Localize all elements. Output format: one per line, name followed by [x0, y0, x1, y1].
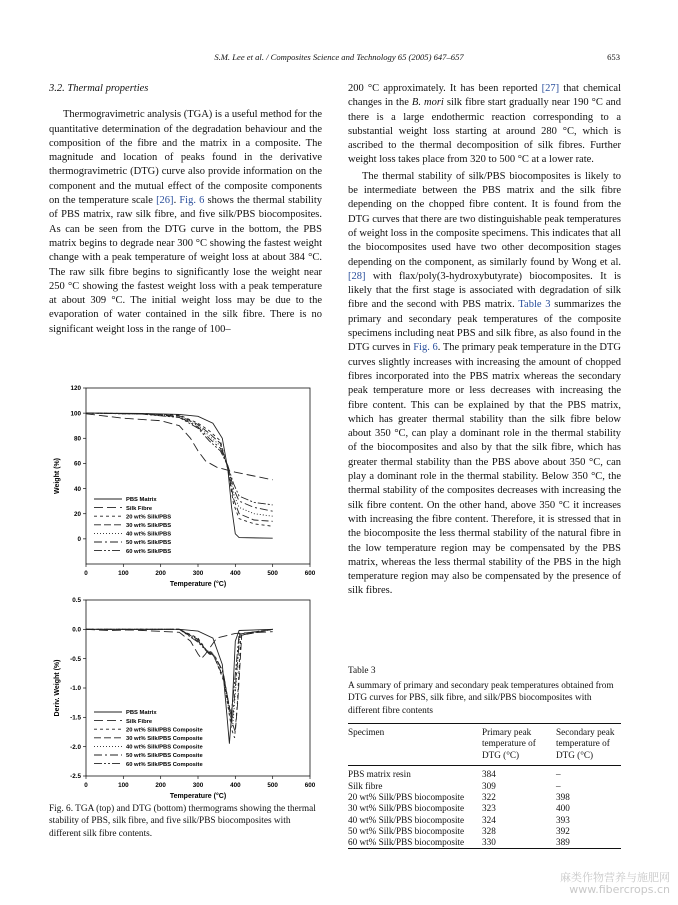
figure-link[interactable]: Fig. 6 — [413, 342, 438, 354]
table-cell: 330 — [482, 837, 496, 848]
column-header: Primary peak temperature of DTG (°C) — [482, 726, 536, 760]
text-span: The thermal stability of silk/PBS biocomposites is likely to be intermediate between the PBS matrix and the silk fibre depending on the chopped fibre content. It is found from the DTG curves that there are two distinguishable peak temperatures of weight loss in the composite specimens. This indicates that all the biocomposites used have two other decomposition stages depending on the component, as similarly found by Wong et al. — [348, 170, 621, 268]
y-tick-label: -1.0 — [70, 685, 81, 693]
legend-label: 50 wt% Silk/PBS Composite — [126, 753, 203, 760]
watermark — [560, 872, 670, 896]
legend-label: 60 wt% Silk/PBS — [126, 548, 172, 555]
text-span: 200 °C approximately. It has been reported — [348, 83, 542, 94]
y-tick-label: 0 — [77, 536, 81, 544]
citation-link[interactable]: [26] — [156, 195, 174, 207]
table-row — [348, 792, 621, 803]
page-number: 653 — [607, 52, 620, 62]
table-cell: 30 wt% Silk/PBS biocomposite — [348, 803, 465, 814]
x-tick-label: 400 — [230, 570, 241, 577]
x-axis-label: Temperature (°C) — [169, 793, 227, 800]
text-span: . The primary peak temperature in the DTG curves slightly increases with increasing the amount of chopped fibres incorporated into the PBS matrix whereas the secondary peak temperature more or less decreases with increasing the fibre content. This can be explained by that the PBS matrix, which has greater thermal stability than the silk fibre below about 350 °C, can play a dominant role in the thermal stability of the biocomposites and also by that the silk fibre, which has greater thermal stability than the PBS above about 350 °C, can play a dominant role in the thermal stability. Below 350 °C, the thermal stability of the composites decreases with increasing the silk fibre content. On the other hand, above 350 °C it increases with increasing the fibre content. Therefore, it is stressed that in the biocomposite the less thermal stability of the natural fibre in the low temperature region may be compensated by the PBS matrix, whereas the less thermal stability of the PBS in the high temperature region may also be compensated by the presence of silk fibres. — [348, 342, 622, 597]
legend-label: 30 wt% Silk/PBS Composite — [126, 736, 203, 742]
watermark-line: www.fibercrops.cn — [569, 883, 670, 896]
x-tick-label: 400 — [230, 782, 241, 789]
series-line — [86, 413, 273, 521]
table-row — [348, 826, 621, 837]
table-row — [348, 815, 621, 826]
left-column — [49, 82, 322, 337]
series-line — [86, 413, 273, 511]
legend-label: 20 wt% Silk/PBS Composite — [126, 727, 203, 734]
tga-chart — [49, 380, 322, 590]
table-header-row — [348, 723, 621, 766]
watermark-line: 麻类作物营养与施肥网 — [560, 871, 670, 884]
table-cell: – — [556, 780, 561, 791]
legend-label: Silk Fibre — [126, 505, 153, 512]
x-tick-label: 500 — [267, 570, 278, 577]
table-cell: 60 wt% Silk/PBS biocomposite — [348, 837, 465, 848]
table-row — [348, 766, 621, 781]
y-tick-label: 80 — [73, 435, 81, 443]
table-cell: 324 — [482, 814, 496, 825]
table-row — [348, 837, 621, 849]
y-tick-label: -2.5 — [70, 773, 81, 781]
legend-label: PBS Matrix — [126, 497, 157, 504]
y-tick-label: 0.5 — [72, 597, 81, 605]
dtg-chart — [49, 592, 322, 802]
x-tick-label: 200 — [155, 570, 166, 577]
series-line — [86, 413, 273, 516]
text-span: . — [173, 195, 180, 207]
series-line — [86, 414, 273, 480]
series-line — [86, 413, 273, 538]
text-span: silk fibre start gradually near 190 °C and there is a large endothermic reaction corresponding to a substantial weight loss starting at around 280 °C, which is ascribed to the thermal decomposition of silk fibres. Further weight loss takes place from 320 to 500 °C at a lower rate. — [348, 97, 622, 166]
citation-link[interactable]: [28] — [348, 270, 366, 282]
column-header: Specimen — [348, 726, 385, 737]
figure-link[interactable]: Fig. 6 — [179, 195, 205, 207]
text-span: summarizes the primary and secondary peak temperatures of the composite specimens including neat PBS and silk fibre, as also found in the DTG curves in — [348, 299, 621, 354]
section-title: 3.2. Thermal properties — [49, 83, 149, 94]
table-row — [348, 781, 621, 792]
table-link[interactable]: Table 3 — [518, 299, 551, 311]
running-head — [0, 52, 678, 66]
table-row — [348, 803, 621, 814]
y-axis-label: Deriv. Weight (%) — [54, 659, 61, 717]
text-span: shows the thermal stability of PBS matrix, raw silk fibre, and five silk/PBS biocomposites. As can be seen from the DTG curve in the bottom, the PBS matrix begins to degrade near 300 °C showing the fastest weight change with a peak temperature of weight loss at about 384 °C. The raw silk fibre begins to significantly lose the weight near 250 °C showing the fastest weight loss with a peak temperature at about 309 °C. The initial weight loss may be due to the evaporation of water contained in the silk fibre. There is no significant weight loss in the range of 100– — [49, 195, 322, 335]
series-line — [86, 629, 273, 717]
legend-label: 40 wt% Silk/PBS — [126, 531, 172, 538]
table-cell: Silk fibre — [348, 780, 383, 791]
column-header: Secondary peak temperature of DTG (°C) — [556, 726, 615, 760]
y-tick-label: 40 — [73, 485, 81, 493]
figure-caption: Fig. 6. TGA (top) and DTG (bottom) thermograms showing the thermal stability of PBS, silk fibre, and five silk/PBS biocomposites with different silk fibre contents. — [49, 804, 316, 839]
y-tick-label: 60 — [73, 460, 81, 468]
x-tick-label: 300 — [192, 782, 204, 789]
x-tick-label: 600 — [304, 782, 316, 789]
y-tick-label: -0.5 — [70, 655, 81, 663]
series-line — [86, 413, 273, 526]
legend-label: 20 wt% Silk/PBS — [126, 514, 172, 521]
x-tick-label: 100 — [118, 570, 129, 577]
table-cell: 40 wt% Silk/PBS biocomposite — [348, 814, 465, 825]
table-cell: 389 — [556, 837, 570, 848]
table-cell: 392 — [556, 825, 570, 836]
x-tick-label: 200 — [155, 782, 166, 789]
x-tick-label: 0 — [84, 570, 88, 577]
table-cell: 400 — [556, 803, 570, 814]
table-3 — [348, 666, 621, 849]
y-tick-label: 120 — [70, 385, 81, 393]
legend-label: 30 wt% Silk/PBS — [126, 523, 172, 529]
y-tick-label: 100 — [70, 410, 81, 418]
x-tick-label: 500 — [267, 782, 278, 789]
table-cell: 384 — [482, 769, 496, 780]
table-cell: 393 — [556, 814, 570, 825]
series-line — [86, 629, 273, 658]
right-column — [348, 82, 621, 599]
paragraph-continued — [348, 82, 621, 168]
legend-label: 60 wt% Silk/PBS Composite — [126, 761, 203, 768]
table-caption: A summary of primary and secondary peak temperatures obtained from DTG curves for PBS, silk fibre, and silk/PBS biocomposites with different fibre contents — [348, 681, 614, 716]
x-tick-label: 0 — [84, 782, 88, 789]
legend-label: 40 wt% Silk/PBS Composite — [126, 744, 203, 751]
plot-frame — [86, 388, 310, 564]
table-cell: 322 — [482, 791, 496, 802]
y-tick-label: 0.0 — [72, 626, 81, 634]
x-tick-label: 300 — [192, 570, 204, 577]
table-label: Table 3 — [348, 666, 376, 676]
series-line — [86, 629, 273, 738]
y-tick-label: -2.0 — [70, 743, 81, 751]
series-line — [86, 629, 273, 720]
series-line — [86, 629, 273, 732]
table-cell: 398 — [556, 791, 570, 802]
running-head-title: S.M. Lee et al. / Composites Science and Technology 65 (2005) 647–657 — [214, 52, 464, 62]
figure-6 — [49, 380, 322, 840]
paragraph-biocomposites — [348, 170, 621, 599]
table-cell: – — [556, 769, 561, 780]
table-cell: 323 — [482, 803, 496, 814]
table-cell: PBS matrix resin — [348, 769, 411, 780]
legend-label: Silk Fibre — [126, 718, 153, 725]
text-span: that chemical changes in the — [348, 83, 621, 109]
table-cell: 309 — [482, 780, 496, 791]
x-tick-label: 100 — [118, 782, 129, 789]
peak-temperature-table — [348, 723, 621, 850]
text-span: Thermogravimetric analysis (TGA) is a useful method for the quantitative determination of the degradation behaviour and the composition of the fibre and the matrix in a composite. The magnitude and location of peaks found in the derivative thermogravimetric (DTG) curve also provide information on the component and the mutual effect of the composite components on the temperature scale — [49, 109, 322, 207]
x-tick-label: 600 — [304, 570, 316, 577]
table-cell: 50 wt% Silk/PBS biocomposite — [348, 825, 465, 836]
table-cell: 328 — [482, 825, 496, 836]
species-name: B. mori — [411, 97, 444, 109]
table-cell: 20 wt% Silk/PBS biocomposite — [348, 791, 465, 802]
legend-label: 50 wt% Silk/PBS — [126, 540, 172, 547]
y-tick-label: -1.5 — [70, 714, 81, 722]
citation-link[interactable]: [27] — [541, 83, 560, 94]
x-axis-label: Temperature (°C) — [169, 581, 227, 588]
series-line — [86, 413, 273, 505]
text-span: with flax/poly(3-hydroxybutyrate) biocomposites. It is likely that the first stage is associated with degradation of silk fibre and the second with PBS matrix. — [348, 270, 621, 311]
y-tick-label: 20 — [73, 510, 81, 518]
y-axis-label: Weight (%) — [54, 457, 61, 495]
paragraph-tga-intro — [49, 108, 322, 337]
legend-label: PBS Matrix — [126, 710, 157, 717]
